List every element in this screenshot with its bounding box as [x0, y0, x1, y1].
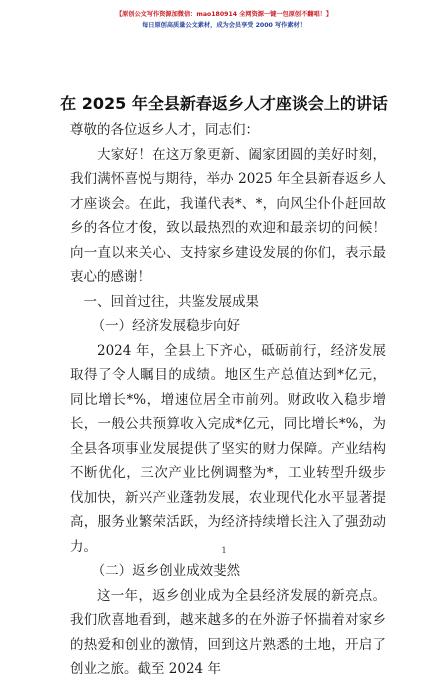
subsection-heading-2: （二）返乡创业成效斐然	[91, 563, 241, 579]
section-heading-1: 一、回首过往，共鉴发展成果	[83, 293, 259, 310]
subsection-paragraph-1: 2024 年，全县上下齐心，砥砺前行，经济发展取得了令人瞩目的成绩。地区生产总值达到*亿元，同比增长*%，增速位居全市前列。财政收入稳步增长，一般公共预算收入完成*亿元，同比增长*%，为全县各项事业发展提供了坚实的财力保障。产业结构不断优化，三次产业比例调整为*，工业转型升级步伐加快，新兴产业蓬勃发展，农业现代化水平显著提高，服务业繁荣活跃，为经济持续增长注入了强劲动力。	[70, 342, 386, 555]
subsection-paragraph-2: 这一年，返乡创业成为全县经济发展的新亮点。我们欣喜地看到，越来越多的在外游子怀揣着对家乡的热爱和创业的激情，回到这片熟悉的土地，开启了创业之旅。截至 2024 年	[70, 587, 386, 677]
page-number: 1	[221, 546, 227, 555]
salutation: 尊敬的各位返乡人才，同志们：	[70, 122, 259, 138]
document-body	[70, 118, 386, 682]
subsection-heading-1: （一）经济发展稳步向好	[91, 318, 241, 334]
opening-paragraph: 大家好！在这万象更新、阖家团圆的美好时刻，我们满怀喜悦与期待，举办 2025 年全县新春返乡人才座谈会。在此，我谨代表*、*，向风尘仆仆赶回故乡的各位才俊，致以最热烈的欢迎和最亲切的问候！向一直以来关心、支持家乡建设发展的你们，表示最衷心的感谢！	[70, 146, 386, 285]
promo-banner-line-1: 【原创公文写作资源加微信：mao180914 全网资源一键一包原创不翻唱！】	[115, 11, 333, 18]
document-title: 在 2025 年全县新春返乡人才座谈会上的讲话	[60, 94, 388, 113]
promo-banner-line-2: 每日原创高质量公文素材，成为会员享受 2000 写作素材！	[142, 22, 306, 29]
